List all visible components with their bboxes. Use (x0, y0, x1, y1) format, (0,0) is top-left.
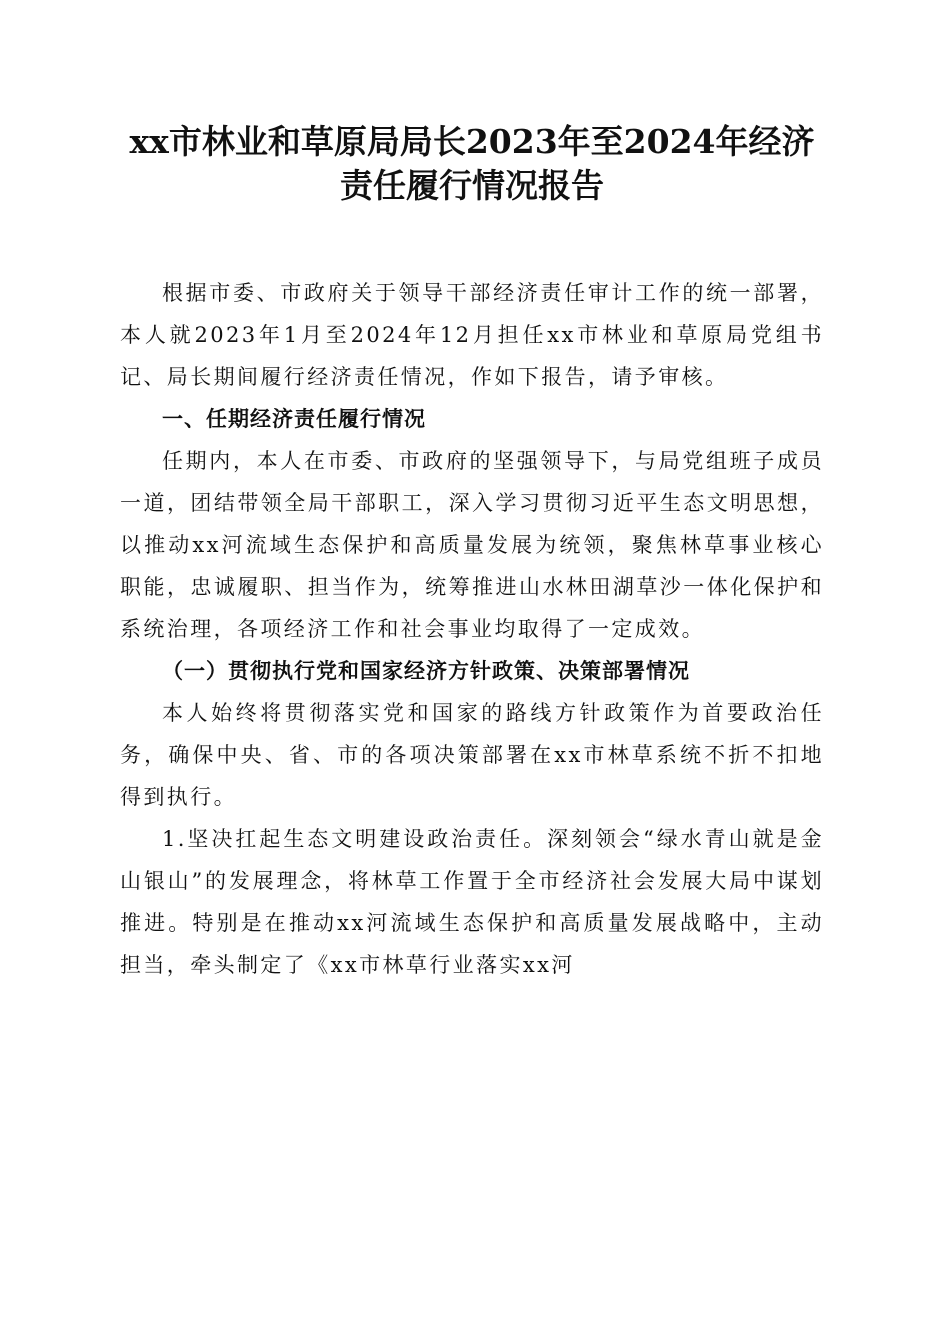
intro-paragraph: 根据市委、市政府关于领导干部经济责任审计工作的统一部署，本人就2023年1月至2024年12月担任xx市林业和草原局党组书记、局长期间履行经济责任情况，作如下报告，请予审核。 (120, 281, 824, 389)
title-line-2: 责任履行情况报告 (340, 166, 604, 205)
item-1-paragraph: 1.坚决扛起生态文明建设政治责任。深刻领会“绿水青山就是金山银山”的发展理念，将林草工作置于全市经济社会发展大局中谋划推进。特别是在推动xx河流域生态保护和高质量发展战略中，主动担当，牵头制定了《xx市林草行业落实xx河 (120, 827, 824, 977)
title-line-1: xx市林业和草原局局长2023年至2024年经济 (129, 122, 815, 161)
section-1-paragraph: 任期内，本人在市委、市政府的坚强领导下，与局党组班子成员一道，团结带领全局干部职工，深入学习贯彻习近平生态文明思想，以推动xx河流域生态保护和高质量发展为统领，聚焦林草事业核心职能，忠诚履职、担当作为，统筹推进山水林田湖草沙一体化保护和系统治理，各项经济工作和社会事业均取得了一定成效。 (120, 449, 824, 641)
document-body (120, 272, 824, 986)
document-title (112, 120, 832, 208)
document-page (120, 120, 824, 986)
subsection-1-paragraph: 本人始终将贯彻落实党和国家的路线方针政策作为首要政治任务，确保中央、省、市的各项决策部署在xx市林草系统不折不扣地得到执行。 (120, 701, 824, 809)
section-heading-1: 一、任期经济责任履行情况 (162, 407, 426, 431)
subsection-heading-1: （一）贯彻执行党和国家经济方针政策、决策部署情况 (162, 658, 690, 683)
